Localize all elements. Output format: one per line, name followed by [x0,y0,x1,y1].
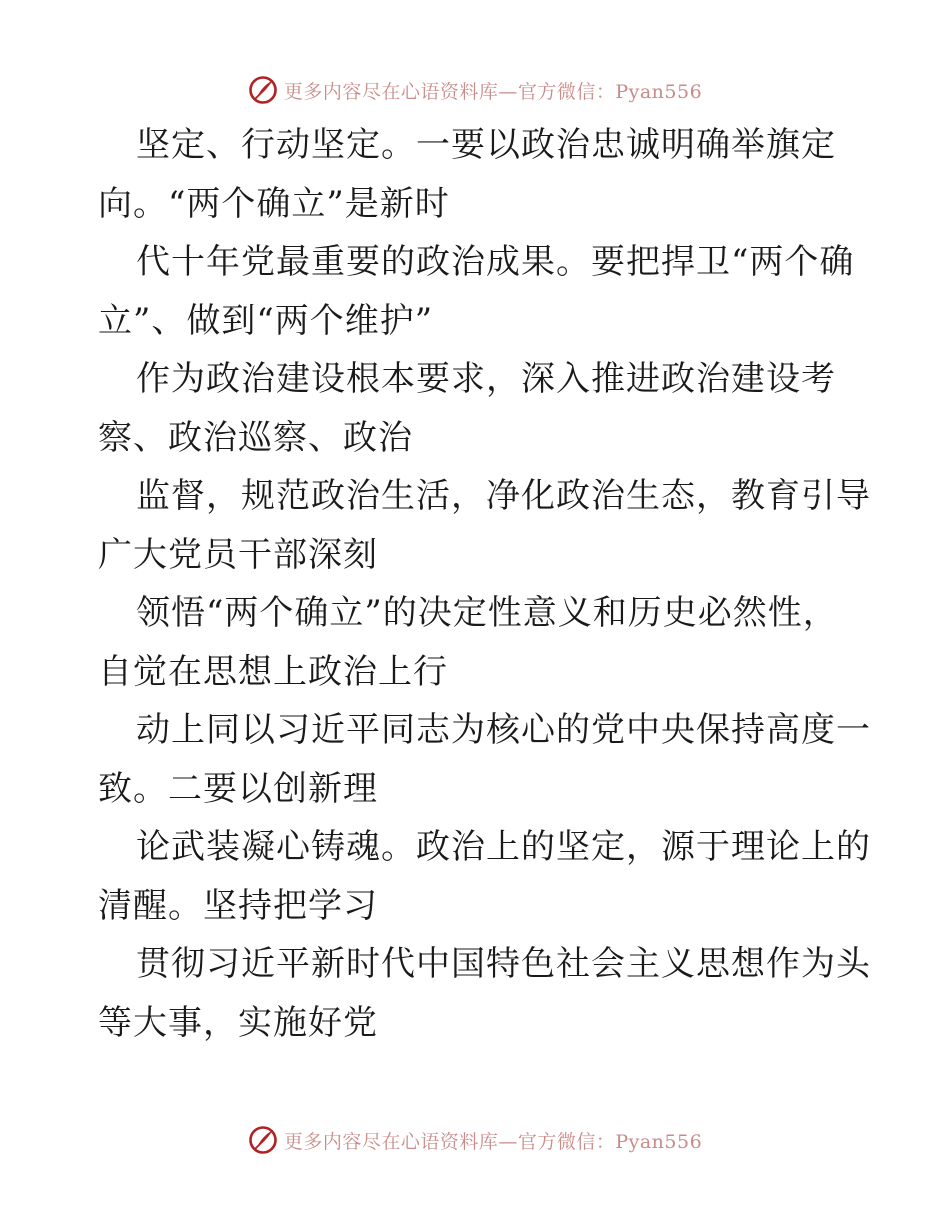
text-line: 动上同以习近平同志为核心的党中央保持高度一 [136,710,871,750]
text-line: 监督，规范政治生活，净化政治生态，教育引导 [136,476,871,516]
text-line: 向。“两个确立”是新时 [98,183,450,224]
footer-banner-text: 更多内容尽在心语资料库—官方微信：Pyan556 [283,1130,703,1153]
text-line: 致。二要以创新理 [98,768,378,809]
text-line: 等大事，实施好党 [98,1002,378,1043]
text-line: 作为政治建设根本要求，深入推进政治建设考 [136,359,836,399]
text-line: 论武装凝心铸魂。政治上的坚定，源于理论上的 [136,827,871,867]
text-line: 广大党员干部深刻 [98,534,378,575]
text-line: 清醒。坚持把学习 [98,885,378,926]
feather-seal-icon [248,75,278,105]
footer-banner [0,1120,950,1160]
header-banner [0,70,950,110]
text-line: 贯彻习近平新时代中国特色社会主义思想作为头 [136,944,871,984]
text-line: 领悟“两个确立”的决定性意义和历史必然性， [136,593,838,633]
feather-seal-icon [248,1125,278,1155]
text-line: 代十年党最重要的政治成果。要把捍卫“两个确 [136,242,855,282]
text-line: 自觉在思想上政治上行 [98,651,448,692]
document-body [98,116,871,1052]
header-banner-text: 更多内容尽在心语资料库—官方微信：Pyan556 [283,80,703,103]
text-line: 察、政治巡察、政治 [98,417,413,458]
text-line: 立”、做到“两个维护” [98,300,434,341]
text-line: 坚定、行动坚定。一要以政治忠诚明确举旗定 [136,125,836,165]
